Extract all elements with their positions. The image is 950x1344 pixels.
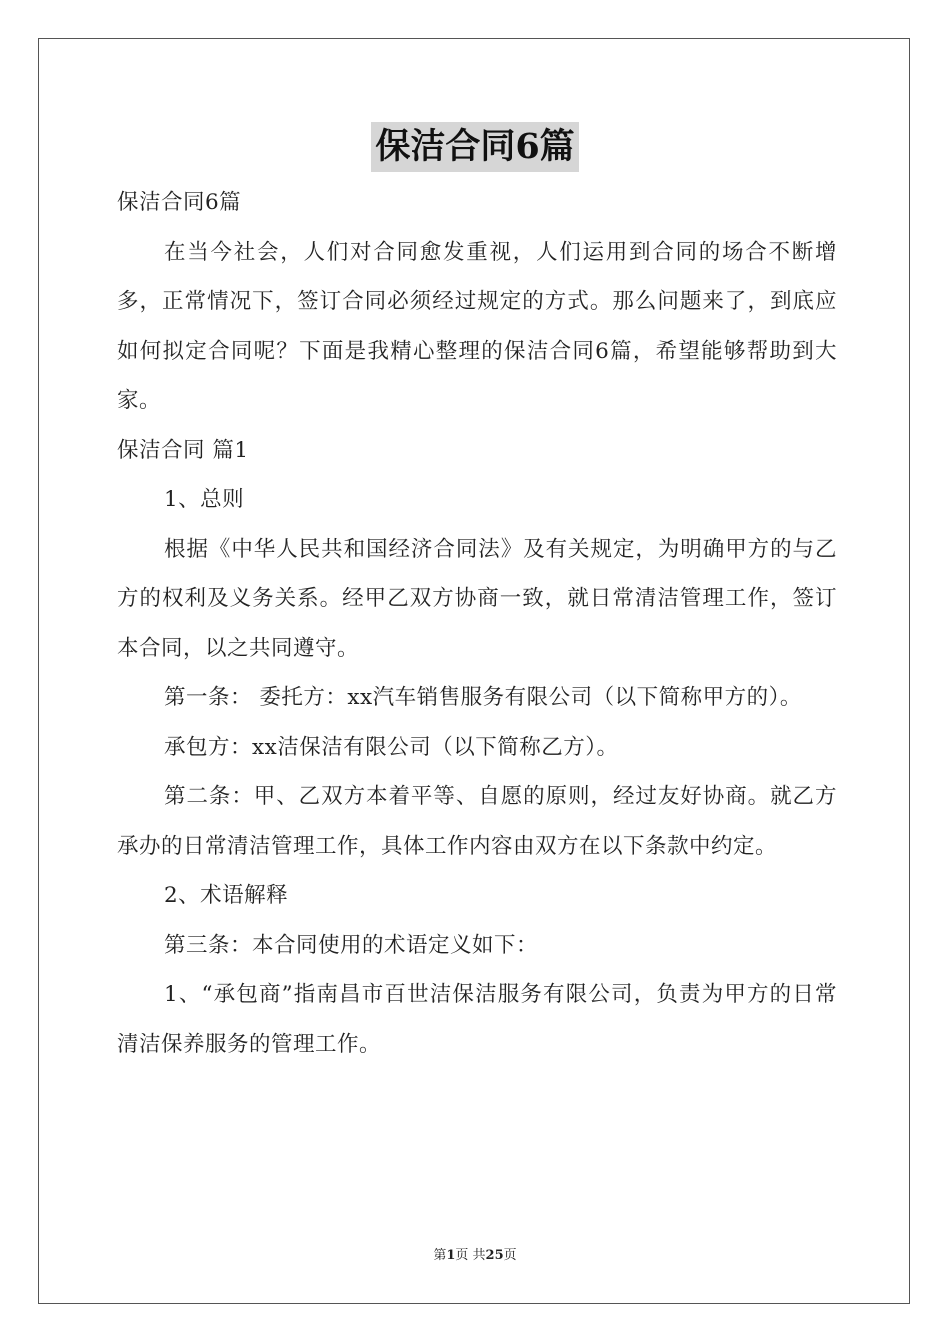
footer-prefix: 第 <box>433 1248 447 1263</box>
document-body <box>117 178 837 1069</box>
paragraph: 承包方：xx洁保洁有限公司（以下简称乙方）。 <box>164 734 619 760</box>
paragraph: 第一条： 委托方：xx汽车销售服务有限公司（以下简称甲方的）。 <box>164 685 802 710</box>
footer-page-number: 1 <box>446 1248 456 1263</box>
section-heading: 保洁合同 篇1 <box>117 437 249 463</box>
title-container <box>0 122 950 172</box>
paragraph: 根据《中华人民共和国经济合同法》及有关规定，为明确甲方的与乙方的权利及义务关系。经甲乙双方协商一致，就日常清洁管理工作，签订本合同，以之共同遵守。 <box>117 536 837 661</box>
paragraph: 1、总则 <box>164 487 245 512</box>
paragraph: 在当今社会，人们对合同愈发重视，人们运用到合同的场合不断增多，正常情况下，签订合同必须经过规定的方式。那么问题来了，到底应如何拟定合同呢？下面是我精心整理的保洁合同6篇，希望能够帮助到大家。 <box>117 239 837 413</box>
paragraph: 1、“承包商”指南昌市百世洁保洁服务有限公司，负责为甲方的日常清洁保养服务的管理工作。 <box>117 982 837 1057</box>
document-title: 保洁合同6篇 <box>371 122 578 172</box>
paragraph: 保洁合同6篇 <box>117 190 242 215</box>
paragraph: 第二条：甲、乙双方本着平等、自愿的原则，经过友好协商。就乙方承办的日常清洁管理工作，具体工作内容由双方在以下条款中约定。 <box>117 784 837 859</box>
footer-total-pages: 25 <box>485 1248 504 1263</box>
footer-suffix: 页 <box>503 1248 517 1263</box>
paragraph: 2、术语解释 <box>164 883 289 908</box>
page-footer <box>0 1244 950 1263</box>
footer-middle: 页 共 <box>455 1248 486 1263</box>
paragraph: 第三条：本合同使用的术语定义如下： <box>164 932 539 958</box>
